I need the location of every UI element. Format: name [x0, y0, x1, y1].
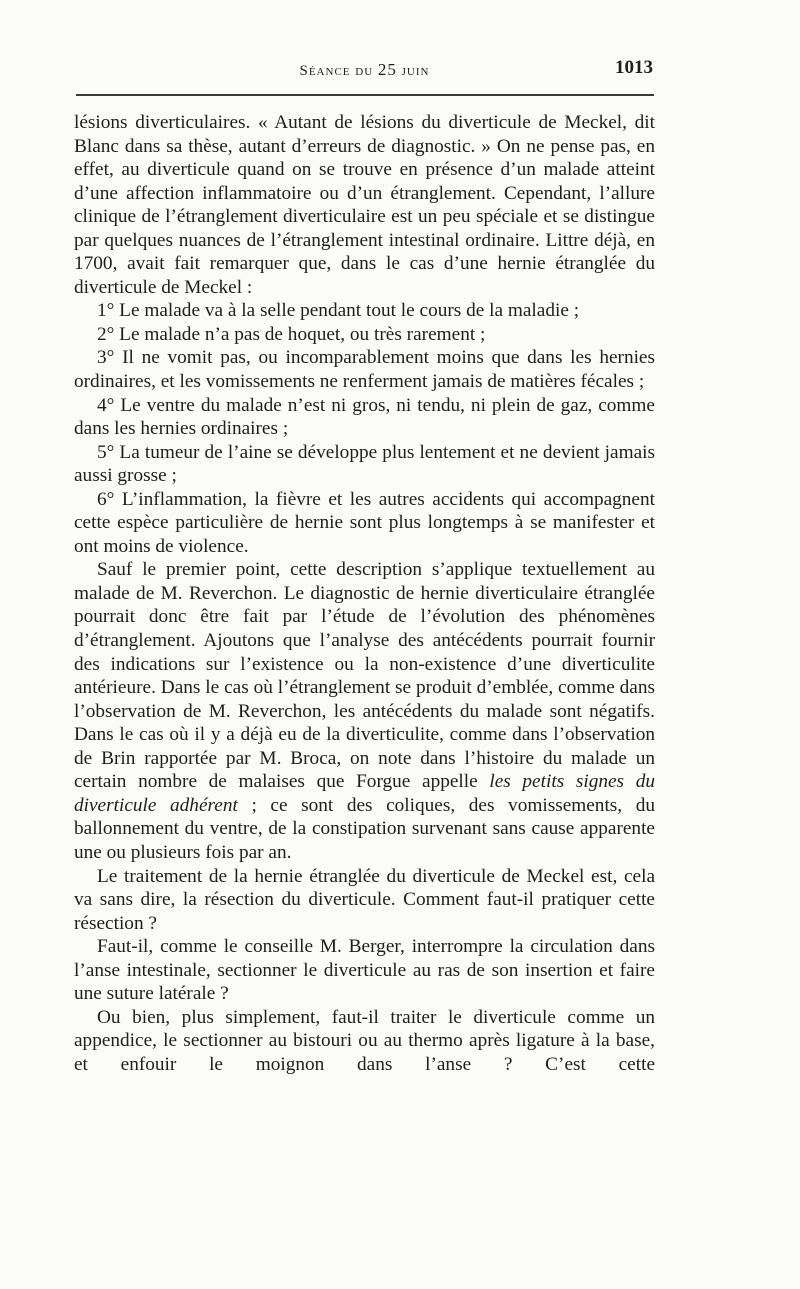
- list-item-4: 4° Le ventre du malade n’est ni gros, ni tendu, ni plein de gaz, comme dans les hernies ordinaires ;: [74, 394, 655, 440]
- running-title: [74, 60, 655, 80]
- header-rule: [76, 94, 654, 96]
- running-title-prefix: Séance du: [299, 63, 378, 79]
- paragraph-4: Faut-il, comme le conseille M. Berger, interrompre la circulation dans l’anse intestinale, sectionner le diverticule au ras de son insertion et faire une suture latérale ?: [74, 936, 655, 1005]
- page-number: 1013: [615, 57, 653, 78]
- list-item-1: 1° Le malade va à la selle pendant tout le cours de la maladie ;: [97, 300, 580, 322]
- running-header: [74, 56, 655, 80]
- list-item-3: 3° Il ne vomit pas, ou incomparablement moins que dans les hernies ordinaires, et les vomissements ne renferment jamais de matières fécales ;: [74, 347, 655, 393]
- paragraph-1: lésions diverticulaires. « Autant de lésions du diverticule de Meckel, dit Blanc dans sa thèse, autant d’erreurs de diagnostic. » On ne pense pas, en effet, au diverticule quand on se trouve en présence d’un malade atteint d’une affection inflammatoire ou d’un étranglement. Cependant, l’allure clinique de l’étranglement diverticulaire est un peu spéciale et se distingue par quelques nuances de l’étranglement intestinal ordinaire. Littre déjà, en 1700, avait fait remarquer que, dans le cas d’une hernie étranglée du diverticule de Meckel :: [74, 112, 655, 298]
- list-item-5: 5° La tumeur de l’aine se développe plus lentement et ne devient jamais aussi grosse ;: [74, 441, 655, 487]
- list-item-2: 2° Le malade n’a pas de hoquet, ou très rarement ;: [97, 323, 486, 345]
- running-title-suffix: juin: [396, 63, 430, 79]
- body-text: [74, 111, 655, 1076]
- paragraph-2-text-a: Sauf le premier point, cette description s’applique textuellement au malade de M. Reverchon. Le diagnostic de hernie diverticulaire étranglée pourrait donc être fait par l’étude de l’évolution des phénomènes d’étranglement. Ajoutons que l’analyse des antécédents pourrait fournir des indications sur l’existence ou la non-existence d’une diverticulite antérieure. Dans le cas où l’étranglement se produit d’emblée, comme dans l’observation de M. Reverchon, les antécédents du malade sont négatifs. Dans le cas où il y a déjà eu de la diverticulite, comme dans l’observation de Brin rapportée par M. Broca, on note dans l’histoire du malade un certain nombre de malaises que Forgue appelle: [74, 559, 655, 793]
- list-item-6: 6° L’inflammation, la fièvre et les autres accidents qui accompagnent cette espèce particulière de hernie sont plus longtemps à se manifester et ont moins de violence.: [74, 488, 655, 557]
- running-title-day: 25: [377, 60, 397, 79]
- paragraph-2-text-b: ; ce sont des coliques, des vomissements, du ballonnement du ventre, de la constipation survenant sans cause apparente une ou plusieurs fois par an.: [74, 794, 655, 863]
- paragraph-3: Le traitement de la hernie étranglée du diverticule de Meckel est, cela va sans dire, la résection du diverticule. Comment faut-il pratiquer cette résection ?: [74, 865, 655, 934]
- paragraph-5: Ou bien, plus simplement, faut-il traiter le diverticule comme un appendice, le sectionner au bistouri ou au thermo après ligature à la base, et enfouir le moignon dans l’anse ? C’est cette: [74, 1006, 655, 1075]
- paragraph-2: [74, 558, 655, 864]
- paragraph-2-italic-quote: les petits signes du diverticule adhérent: [74, 771, 655, 816]
